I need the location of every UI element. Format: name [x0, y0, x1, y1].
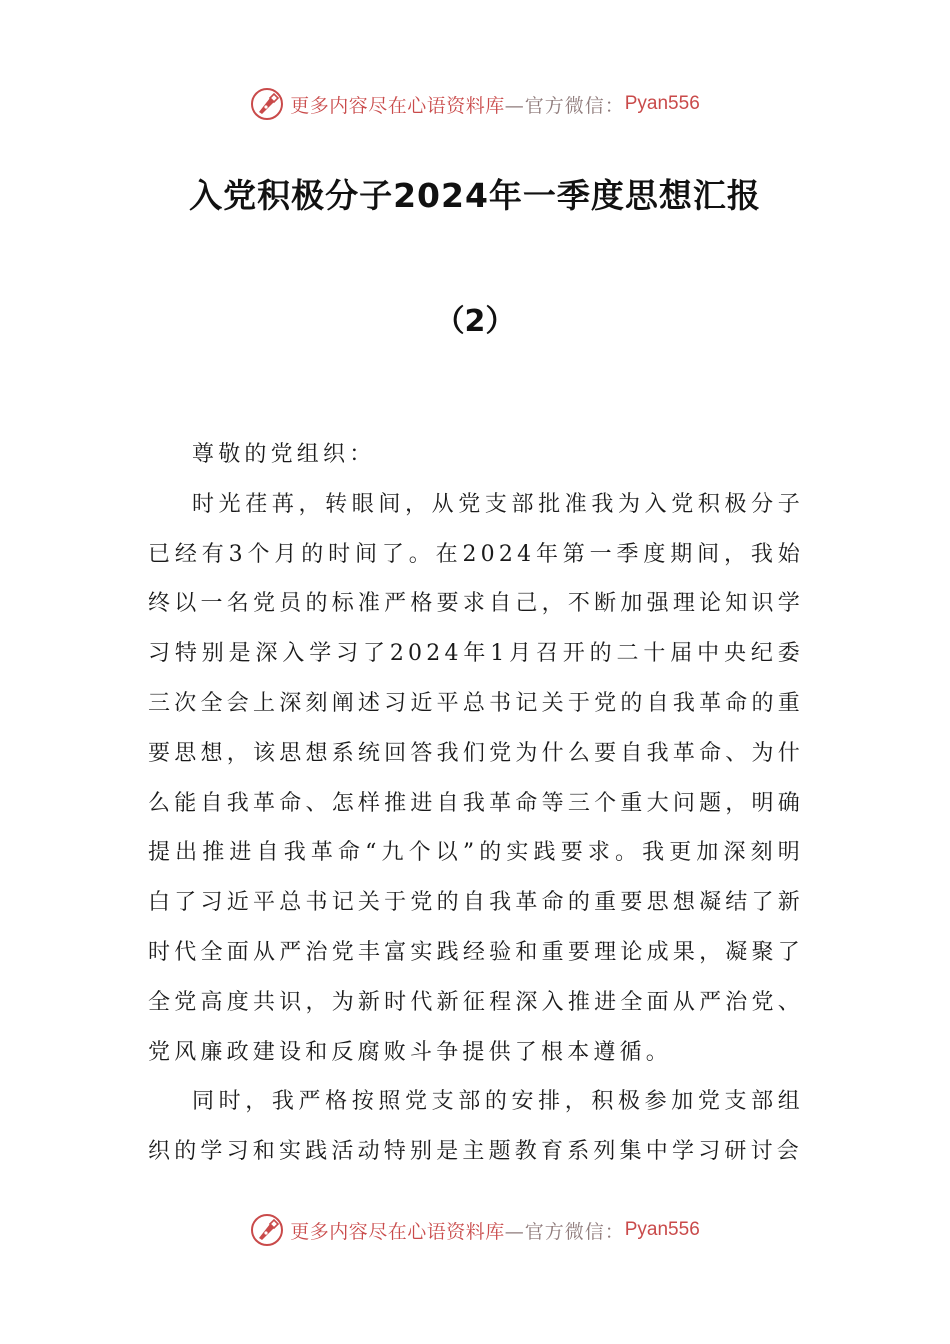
footer-banner	[0, 1210, 950, 1250]
salutation: 尊敬的党组织：	[192, 442, 376, 467]
body-paragraph: 时光荏苒，转眼间，从党支部批准我为入党积极分子已经有3个月的时间了。在2024年第一季度期间，我始终以一名党员的标准严格要求自己，不断加强理论知识学习特别是深入学习了2024年1月召开的二十届中央纪委三次全会上深刻阐述习近平总书记关于党的自我革命的重要思想，该思想系统回答我们党为什么要自我革命、为什么能自我革命、怎样推进自我革命等三个重大问题，明确提出推进自我革命“九个以”的实践要求。我更加深刻明白了习近平总书记关于党的自我革命的重要思想凝结了新时代全面从严治党丰富实践经验和重要理论成果，凝聚了全党高度共识，为新时代新征程深入推进全面从严治党、党风廉政建设和反腐败斗争提供了根本遵循。	[148, 491, 804, 1065]
banner-sub-text: —官方微信：	[504, 1220, 625, 1243]
document-body	[148, 430, 804, 1177]
body-paragraph: 同时，我严格按照党支部的安排，积极参加党支部组织的学习和实践活动特别是主题教育系列集中学习研讨会	[148, 1089, 804, 1165]
document-title: 入党积极分子2024年一季度思想汇报	[189, 176, 761, 215]
pen-nib-logo-icon	[250, 1213, 284, 1247]
banner-main-text: 更多内容尽在心语资料库	[290, 94, 505, 117]
document-subtitle: （2）	[434, 304, 516, 339]
banner-main-text: 更多内容尽在心语资料库	[290, 1220, 505, 1243]
header-banner	[0, 84, 950, 124]
banner-sub-text: —官方微信：	[504, 94, 625, 117]
banner-wechat-id: Pyan556	[624, 93, 700, 114]
pen-nib-logo-icon	[250, 87, 284, 121]
banner-wechat-id: Pyan556	[624, 1219, 700, 1240]
